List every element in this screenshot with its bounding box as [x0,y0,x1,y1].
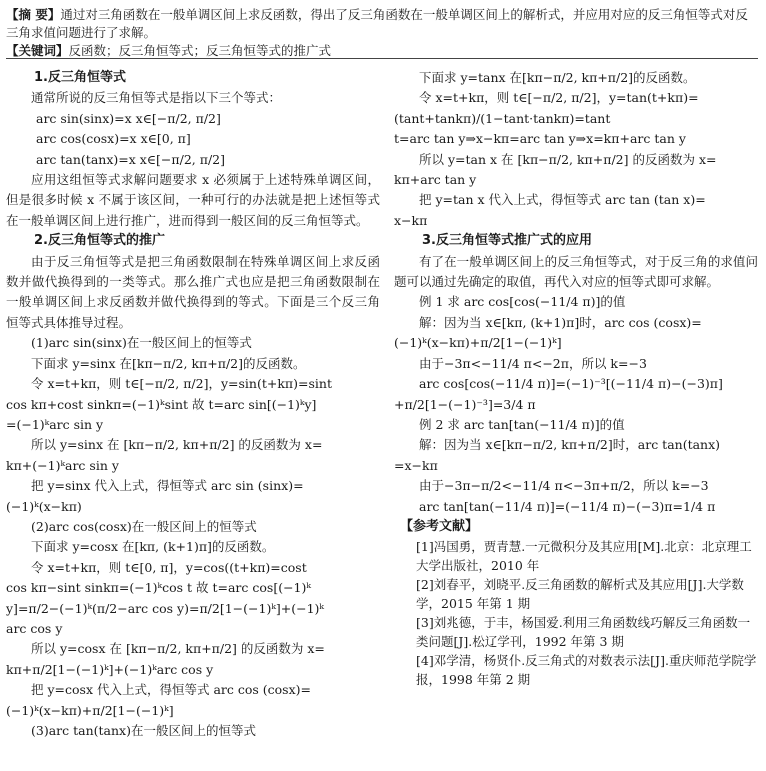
right-column [394,68,758,689]
section-heading: 1.反三角恒等式 [34,70,126,85]
text-line: (−1)ᵏ(x−kπ)+π/2[1−(−1)ᵏ] [394,335,562,351]
text-line: 下面求 y=cosx 在[kπ, (k+1)π]的反函数。 [31,539,275,555]
text-line: y]=π/2−(−1)ᵏ(π/2−arc cos y)=π/2[1−(−1)ᵏ]+(−1)ᵏ [6,600,324,616]
text-line: 把 y=sinx 代入上式，得恒等式 arc sin (sinx)= [31,478,304,494]
text-line: 所以 y=cosx 在 [kπ−π/2, kπ+π/2] 的反函数为 x= [31,641,325,657]
abstract-tag: 【摘 要】 [6,7,61,22]
section-heading: 3.反三角恒等式推广式的应用 [422,233,592,249]
text-line: 把 y=cosx 代入上式，得恒等式 arc cos (cosx)= [31,682,311,698]
text-line: 令 x=t+kπ，则 t∈[−π/2, π/2]，y=tan(t+kπ)= [419,90,699,106]
text-line: (1)arc sin(sinx)在一般区间上的恒等式 [31,335,252,351]
text-line: 由于−3π−π/2<−11/4 π<−3π+π/2，所以 k=−3 [419,478,709,494]
keywords-text: 反函数；反三角恒等式；反三角恒等式的推广式 [68,43,332,58]
text-line: 应用这组恒等式求解问题要求 x 必须属于上述特殊单调区间，但是很多时候 x 不属于该区间，一种可行的办法就是把上述恒等式在一般单调区间上进行推广，进而得到一般区间的反三角恒等式。 [6,172,380,228]
text-line: arc cos y [6,620,63,636]
text-line: cos kπ−sint sinkπ=(−1)ᵏcos t 故 t=arc cos[(−1)ᵏ [6,580,311,596]
text-line: (2)arc cos(cosx)在一般区间上的恒等式 [31,518,257,534]
formula-line: arc sin(sinx)=x x∈[−π/2, π/2] [36,110,221,126]
text-line: t=arc tan y⇒x−kπ=arc tan y⇒x=kπ+arc tan y [394,131,686,147]
text-line: +π/2[1−(−1)⁻³]=3/4 π [394,396,536,412]
header-divider [6,58,758,59]
text-line: 所以 y=sinx 在 [kπ−π/2, kπ+π/2] 的反函数为 x= [31,437,323,453]
text-line: cos kπ+cost sinkπ=(−1)ᵏsint 故 t=arc sin[(−1)ᵏy] [6,396,317,412]
reference-item: [4]邓学清，杨贤仆.反三角式的对数表示法[J].重庆师范学院学报，1998 年第 2 期 [416,653,757,688]
text-line: 令 x=t+kπ，则 t∈[0, π]，y=cos((t+kπ)=cost [31,559,307,575]
text-line: 通常所说的反三角恒等式是指以下三个等式： [31,90,282,106]
keywords-tag: 【关键词】 [6,43,69,58]
text-line: (−1)ᵏ(x−kπ)+π/2[1−(−1)ᵏ] [6,702,174,718]
text-line: 把 y=tan x 代入上式，得恒等式 arc tan (tan x)= [419,192,706,208]
reference-item: [1]冯国勇，贾青慧.一元微积分及其应用[M].北京：北京理工大学出版社，2010 年 [416,539,752,574]
text-line: 下面求 y=tanx 在[kπ−π/2, kπ+π/2]的反函数。 [419,70,696,85]
text-line: kπ+arc tan y [394,172,477,188]
text-line: kπ+(−1)ᵏarc sin y [6,457,119,473]
text-line: 令 x=t+kπ，则 t∈[−π/2, π/2]，y=sin(t+kπ)=sint [31,376,332,392]
text-line: 有了在一般单调区间上的反三角恒等式，对于反三角的求值问题可以通过先确定的取值，再代入对应的恒等式即可求解。 [394,253,758,290]
text-line: 例 2 求 arc tan[tan(−11/4 π)]的值 [419,416,625,432]
text-line: x−kπ [394,212,428,228]
text-line: 解：因为当 x∈[kπ−π/2, kπ+π/2]时，arc tan(tanx) [419,437,721,453]
reference-item: [2]刘春平，刘晓平.反三角函数的解析式及其应用[J].大学数学，2015 年第 1 期 [416,577,744,612]
reference-item: [3]刘兆德，于丰，杨国爱.利用三角函数线巧解反三角函数一类问题[J].松辽学刊，1992 年第 3 期 [416,615,751,650]
abstract-text: 通过对三角函数在一般单调区间上求反函数，得出了反三角函数在一般单调区间上的解析式，并应用对应的反三角恒等式对反三角求值问题进行了求解。 [6,7,748,40]
left-column [6,68,380,741]
references-heading: 【参考文献】 [400,518,479,534]
formula-line: arc cos(cosx)=x x∈[0, π] [36,131,191,147]
section-heading: 2.反三角恒等式的推广 [34,233,165,249]
text-line: (3)arc tan(tanx)在一般区间上的恒等式 [31,723,256,738]
text-line: (tant+tankπ)/(1−tant·tankπ)=tant [394,110,611,126]
text-line: 由于−3π<−11/4 π<−2π，所以 k=−3 [419,355,647,371]
text-line: arc tan[tan(−11/4 π)]=(−11/4 π)−(−3)π=1/4 π [419,498,716,514]
text-line: =x−kπ [394,457,438,473]
text-line: 所以 y=tan x 在 [kπ−π/2, kπ+π/2] 的反函数为 x= [419,151,717,167]
text-line: (−1)ᵏ(x−kπ) [6,498,82,514]
abstract-block [6,6,758,60]
text-line: 下面求 y=sinx 在[kπ−π/2, kπ+π/2]的反函数。 [31,355,306,371]
text-line: =(−1)ᵏarc sin y [6,416,104,432]
text-line: arc cos[cos(−11/4 π)]=(−1)⁻³[(−11/4 π)−(−3)π] [419,376,723,392]
text-line: kπ+π/2[1−(−1)ᵏ]+(−1)ᵏarc cos y [6,661,214,677]
text-line: 解：因为当 x∈[kπ, (k+1)π]时，arc cos (cosx)= [419,314,702,330]
text-line: 由于反三角恒等式是把三角函数限制在特殊单调区间上求反函数并做代换得到的一类等式。那么推广式也应是把三角函数限制在一般单调区间上求反函数并做代换得到的等式。下面是三个反三角恒等式具体推导过程。 [6,253,380,330]
formula-line: arc tan(tanx)=x x∈[−π/2, π/2] [36,151,225,167]
text-line: 例 1 求 arc cos[cos(−11/4 π)]的值 [419,294,626,310]
